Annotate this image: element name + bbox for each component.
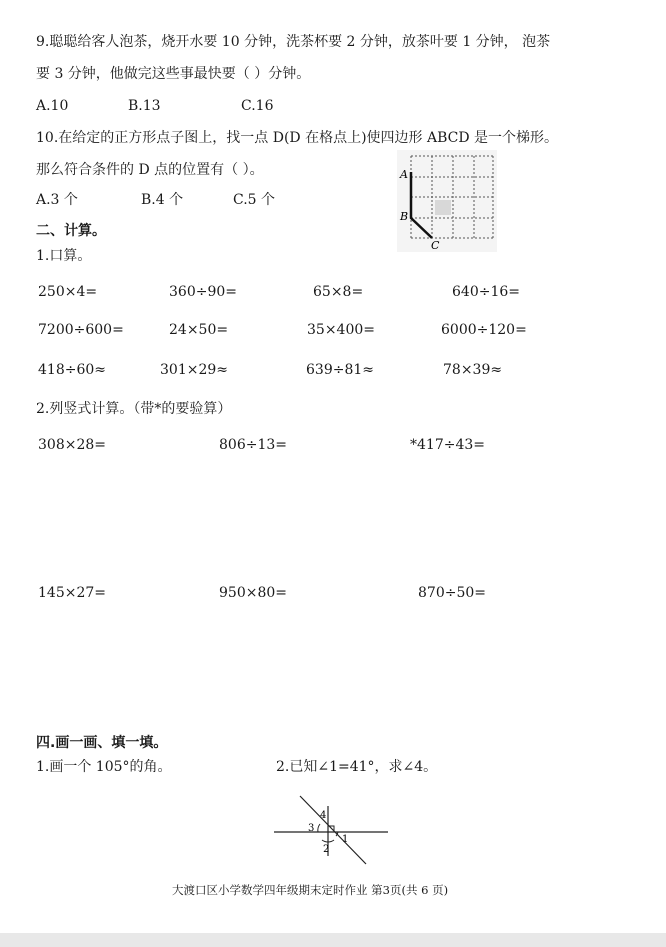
angle-label-3: 3 <box>308 823 315 834</box>
angle-figure <box>272 794 390 866</box>
section2-sub1: 1.口算。 <box>36 248 92 264</box>
angle-label-2: 2 <box>323 844 330 855</box>
q10-line2: 那么符合条件的 D 点的位置有（ ）。 <box>36 162 264 178</box>
oral-item: 360÷90= <box>169 284 237 300</box>
vertical-item: 308×28= <box>38 437 106 453</box>
grid-label-a: A <box>400 168 408 181</box>
section2-title: 二、计算。 <box>36 223 106 239</box>
section4-q1: 1.画一个 105°的角。 <box>36 759 172 775</box>
grid-label-c: C <box>431 239 440 252</box>
oral-item: 78×39≈ <box>443 362 503 378</box>
oral-item: 418÷60≈ <box>38 362 106 378</box>
vertical-item: 950×80= <box>219 585 287 601</box>
q9-line2: 要 3 分钟，他做完这些事最快要（ ）分钟。 <box>36 66 311 82</box>
oral-item: 250×4= <box>38 284 98 300</box>
oral-item: 6000÷120= <box>441 322 527 338</box>
section4-title: 四.画一画、填一填。 <box>36 735 168 751</box>
vertical-item: 806÷13= <box>219 437 287 453</box>
q9-option-a: A.10 <box>36 98 69 114</box>
section2-sub2: 2.列竖式计算。（带*的要验算） <box>36 401 232 417</box>
oral-item: 35×400= <box>307 322 375 338</box>
q9-line1: 9.聪聪给客人泡茶，烧开水要 10 分钟，洗茶杯要 2 分钟，放茶叶要 1 分钟， 泡茶 <box>36 34 551 50</box>
q10-option-a: A.3 个 <box>36 192 78 208</box>
oral-item: 7200÷600= <box>38 322 124 338</box>
oral-item: 639÷81≈ <box>306 362 374 378</box>
angle-label-1: 1 <box>342 834 349 845</box>
oral-item: 65×8= <box>313 284 364 300</box>
oral-item: 640÷16= <box>452 284 520 300</box>
oral-item: 24×50= <box>169 322 229 338</box>
vertical-item: *417÷43= <box>410 437 485 453</box>
grid-label-b: B <box>400 210 409 223</box>
page-footer: 大渡口区小学数学四年级期末定时作业 第3页(共 6 页) <box>172 883 449 897</box>
q10-option-c: C.5 个 <box>233 192 276 208</box>
q9-option-b: B.13 <box>128 98 161 114</box>
oral-item: 301×29≈ <box>160 362 228 378</box>
vertical-item: 870÷50= <box>418 585 486 601</box>
angle-label-4: 4 <box>320 810 327 821</box>
vertical-item: 145×27= <box>38 585 106 601</box>
q10-line1: 10.在给定的正方形点子图上，找一点 D(D 在格点上)使四边形 ABCD 是一个梯形。 <box>36 130 559 146</box>
viewer-bottom-bar <box>0 933 666 947</box>
q9-option-c: C.16 <box>241 98 274 114</box>
q10-option-b: B.4 个 <box>141 192 184 208</box>
dot-grid-figure <box>397 150 497 252</box>
section4-q2: 2.已知∠1=41°，求∠4。 <box>276 759 438 775</box>
